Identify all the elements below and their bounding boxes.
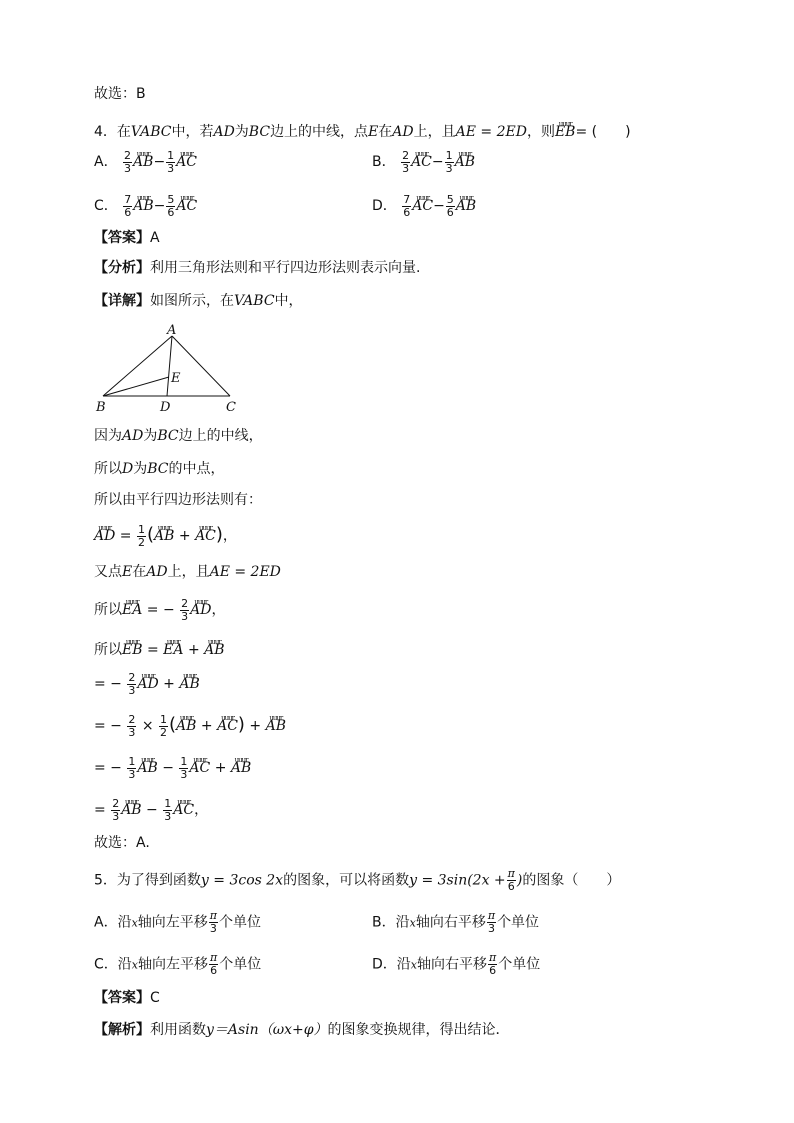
- label-e: E: [171, 371, 181, 386]
- q4-stem: 4．在VABC中，若AD为BC边上的中线，点E在AD上，且AE = 2ED，则uuur EB= ( ): [94, 116, 631, 142]
- q4-option-c: C． $\frac{7}{6}$ uuur AB− $\frac{5}{6}$ uuur AC: [94, 190, 197, 219]
- step-midpoint: 所以D为BC的中点，: [94, 461, 225, 477]
- q5-option-a: A．沿x轴向左平移 $\frac{\pi}{3}$ 个单位: [94, 909, 262, 935]
- q5-option-b: B．沿x轴向右平移 $\frac{\pi}{3}$ 个单位: [372, 909, 540, 935]
- label-c: C: [226, 400, 236, 415]
- q4-detail-intro: 【详解】如图所示，在VABC中，: [94, 293, 303, 309]
- q4-answer: 【答案】A: [94, 230, 160, 246]
- q3-conclusion: 故选：B: [94, 86, 146, 102]
- q5-answer: 【答案】C: [94, 990, 160, 1006]
- q4-analysis: 【分析】利用三角形法则和平行四边形法则表示向量.: [94, 260, 421, 276]
- eq-step1: = − $\frac{2}{3}$ uuur AD + uuur AB: [94, 668, 200, 697]
- median-ad: [167, 336, 172, 396]
- q5-option-d: D．沿x轴向右平移 $\frac{\pi}{6}$ 个单位: [372, 951, 541, 977]
- q4-option-a: A． $\frac{2}{3}$ uuur AB− $\frac{1}{3}$ uuur AC: [94, 146, 197, 175]
- edge-ab: [103, 336, 172, 396]
- step-parallelogram: 所以由平行四边形法则有：: [94, 492, 262, 508]
- q4-conclusion: 故选：A.: [94, 835, 150, 851]
- segment-be: [103, 377, 169, 396]
- eq-step4: = $\frac{2}{3}$ uuur AB − $\frac{1}{3}$ uuur AC，: [94, 794, 208, 823]
- q5-analysis: 【解析】利用函数y＝Asin（ωx+φ）的图象变换规律，得出结论．: [94, 1022, 510, 1038]
- q5-option-c: C．沿x轴向左平移 $\frac{\pi}{6}$ 个单位: [94, 951, 262, 977]
- label-b: B: [96, 400, 106, 415]
- eq-step2: = − $\frac{2}{3}$ × $\frac{1}{2}$ (uuur AB + uuur AC) + uuur AB: [94, 710, 286, 739]
- step-ae-2ed: 又点E在AD上，且AE = 2ED: [94, 564, 281, 580]
- q4-option-b: B． $\frac{2}{3}$ uuur AC− $\frac{1}{3}$ uuur AB: [372, 146, 475, 175]
- eq-eb: 所以uuur EB = uuur EA + uuur AB: [94, 634, 225, 660]
- label-a: A: [167, 323, 177, 338]
- q4-option-d: D． $\frac{7}{6}$ uuur AC− $\frac{5}{6}$ uuur AB: [372, 190, 476, 219]
- triangle-figure: [90, 320, 250, 415]
- eq-step3: = − $\frac{1}{3}$ uuur AB − $\frac{1}{3}$ uuur AC + uuur AB: [94, 752, 251, 781]
- label-d: D: [160, 400, 171, 415]
- step-median: 因为AD为BC边上的中线，: [94, 428, 263, 444]
- eq-ea: 所以uuur EA = − $\frac{2}{3}$ uuur AD，: [94, 594, 226, 623]
- edge-ac: [172, 336, 230, 396]
- eq-ad: uuur AD = $\frac{1}{2}$ (uuur AB + uuur AC)，: [94, 520, 237, 549]
- q5-stem: 5．为了得到函数y = 3cos 2x的图象，可以将函数y = 3sin(2x + $\frac{\pi}{6}$ )的图象（ ）: [94, 867, 621, 893]
